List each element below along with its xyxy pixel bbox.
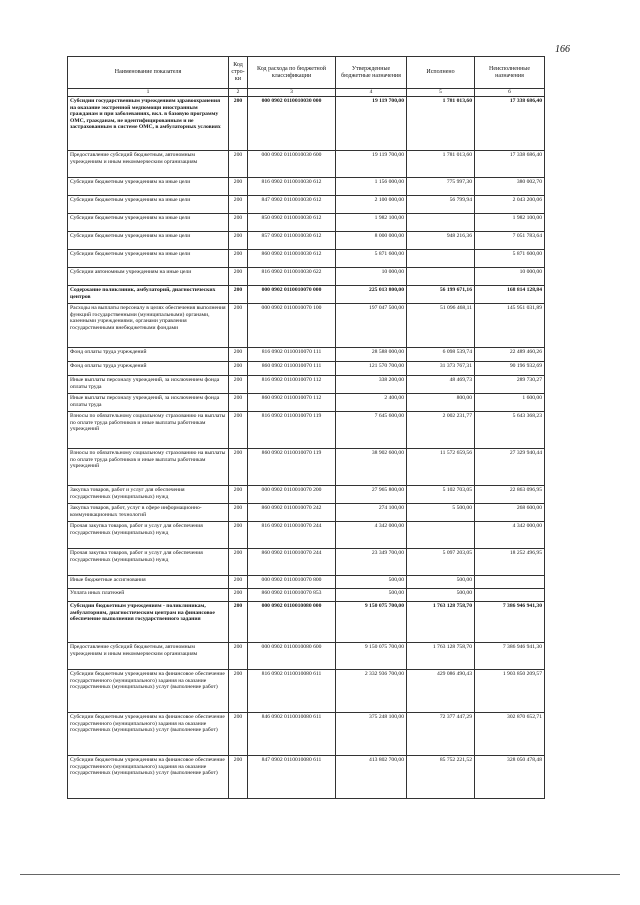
table-row [68, 756, 545, 799]
row-line-code-cell: 200 [229, 97, 248, 151]
row-expense-code-cell: 000 0902 0110010080 600 [248, 643, 336, 670]
row-executed-cell: 48 469,73 [407, 376, 475, 394]
row-executed-cell: 56 799,94 [407, 196, 475, 214]
header-unexecuted: Неисполненные назначения [475, 57, 545, 89]
row-executed-cell: 500,00 [407, 589, 475, 602]
row-unexecuted-cell: 5 643 368,23 [475, 412, 545, 449]
row-approved-cell: 9 150 075 700,00 [336, 602, 407, 643]
column-number: 2 [229, 89, 248, 97]
table-row [68, 504, 545, 522]
row-approved-cell: 338 200,00 [336, 376, 407, 394]
row-unexecuted-cell: 168 814 128,84 [475, 286, 545, 304]
table-row [68, 214, 545, 232]
row-line-code-cell: 200 [229, 589, 248, 602]
row-line-code-cell: 200 [229, 348, 248, 362]
row-line-code-cell: 200 [229, 504, 248, 522]
row-approved-cell: 197 047 500,00 [336, 304, 407, 348]
row-approved-cell: 38 902 600,00 [336, 449, 407, 486]
row-expense-code-cell: 860 0902 0110010030 612 [248, 250, 336, 268]
row-name-cell: Предоставление субсидий бюджетным, автономным учреждениям и иным некоммерческим организациям [68, 643, 229, 670]
column-number: 1 [68, 89, 229, 97]
row-line-code-cell: 200 [229, 178, 248, 196]
row-line-code-cell: 200 [229, 394, 248, 412]
row-approved-cell: 8 000 000,00 [336, 232, 407, 250]
row-expense-code-cell: 850 0902 0110010030 612 [248, 214, 336, 232]
table-row [68, 394, 545, 412]
row-expense-code-cell: 860 0902 0110010070 111 [248, 362, 336, 376]
table-row [68, 589, 545, 602]
row-line-code-cell: 200 [229, 376, 248, 394]
row-unexecuted-cell: 90 196 932,69 [475, 362, 545, 376]
row-approved-cell: 5 871 600,00 [336, 250, 407, 268]
table-header-row [68, 57, 545, 89]
table-row [68, 362, 545, 376]
row-name-cell: Уплата иных платежей [68, 589, 229, 602]
row-unexecuted-cell: 268 600,00 [475, 504, 545, 522]
row-name-cell: Взносы по обязательному социальному страхованию на выплаты по оплате труда работников и иные выплаты работникам учреждений [68, 412, 229, 449]
row-executed-cell [407, 250, 475, 268]
table-row [68, 376, 545, 394]
column-number: 3 [248, 89, 336, 97]
table-row [68, 97, 545, 151]
row-name-cell: Предоставление субсидий бюджетным, автономным учреждениям и иным некоммерческим организациям [68, 151, 229, 178]
row-executed-cell [407, 268, 475, 286]
row-name-cell: Субсидии государственным учреждениям здравоохранения на оказание экстренной медпомощи иностранным гражданам и при заболеваниях, вкл. в базовую программу ОМС, гражданам, не идентифицированным и не застрахованным в системе ОМС, в амбулаторных условиях [68, 97, 229, 151]
row-expense-code-cell: 816 0902 0110010070 119 [248, 412, 336, 449]
row-name-cell: Субсидии бюджетным учреждениям - поликлиникам, амбулаториям, диагностическим центрам на финансовое обеспечение выполнения государственного задания [68, 602, 229, 643]
row-expense-code-cell: 860 0902 0110010070 853 [248, 589, 336, 602]
row-executed-cell: 72 377 447,29 [407, 713, 475, 756]
row-name-cell: Иные бюджетные ассигнования [68, 576, 229, 589]
row-name-cell: Прочая закупка товаров, работ и услуг для обеспечения государственных (муниципальных) нужд [68, 522, 229, 549]
row-expense-code-cell: 000 0902 0110010070 200 [248, 486, 336, 504]
row-executed-cell: 500,00 [407, 576, 475, 589]
row-executed-cell: 5 500,00 [407, 504, 475, 522]
row-unexecuted-cell: 302 870 652,71 [475, 713, 545, 756]
table-row [68, 449, 545, 486]
row-approved-cell: 413 802 700,00 [336, 756, 407, 799]
table-row [68, 348, 545, 362]
row-unexecuted-cell: 27 329 940,44 [475, 449, 545, 486]
row-unexecuted-cell: 4 342 000,00 [475, 522, 545, 549]
table-row [68, 670, 545, 713]
row-approved-cell: 500,00 [336, 589, 407, 602]
row-executed-cell: 429 086 490,43 [407, 670, 475, 713]
row-approved-cell: 19 119 700,00 [336, 151, 407, 178]
table-row [68, 232, 545, 250]
row-line-code-cell: 200 [229, 250, 248, 268]
row-expense-code-cell: 847 0902 0110010030 612 [248, 196, 336, 214]
row-approved-cell: 375 248 100,00 [336, 713, 407, 756]
row-unexecuted-cell: 7 051 783,64 [475, 232, 545, 250]
row-unexecuted-cell: 17 338 686,40 [475, 97, 545, 151]
row-expense-code-cell: 000 0902 0110010030 000 [248, 97, 336, 151]
row-line-code-cell: 200 [229, 486, 248, 504]
row-executed-cell: 56 199 671,16 [407, 286, 475, 304]
row-executed-cell: 5 097 203,05 [407, 549, 475, 576]
row-unexecuted-cell: 2 043 200,06 [475, 196, 545, 214]
table-body [68, 97, 545, 799]
row-expense-code-cell: 860 0902 0110010070 244 [248, 549, 336, 576]
row-name-cell: Субсидии бюджетным учреждениям на иные цели [68, 196, 229, 214]
row-executed-cell: 51 096 468,11 [407, 304, 475, 348]
row-executed-cell: 11 572 659,56 [407, 449, 475, 486]
row-expense-code-cell: 816 0902 0110010070 112 [248, 376, 336, 394]
row-name-cell: Субсидии бюджетным учреждениям на иные цели [68, 250, 229, 268]
row-approved-cell: 23 349 700,00 [336, 549, 407, 576]
row-executed-cell [407, 214, 475, 232]
row-approved-cell: 274 100,00 [336, 504, 407, 522]
row-line-code-cell: 200 [229, 286, 248, 304]
row-approved-cell: 2 100 000,00 [336, 196, 407, 214]
row-expense-code-cell: 816 0902 0110010030 612 [248, 178, 336, 196]
row-name-cell: Взносы по обязательному социальному страхованию на выплаты по оплате труда работников и иные выплаты работникам учреждений [68, 449, 229, 486]
row-line-code-cell: 200 [229, 362, 248, 376]
column-number: 5 [407, 89, 475, 97]
row-executed-cell: 6 098 539,74 [407, 348, 475, 362]
row-name-cell: Субсидии бюджетным учреждениям на иные цели [68, 178, 229, 196]
row-name-cell: Расходы на выплаты персоналу в целях обеспечения выполнения функций государственными (муниципальными) органами, казенными учреждениями, органами управления государственными внебюджетными фондами [68, 304, 229, 348]
row-line-code-cell: 200 [229, 214, 248, 232]
row-line-code-cell: 200 [229, 304, 248, 348]
row-expense-code-cell: 000 0902 0110010080 000 [248, 602, 336, 643]
row-expense-code-cell: 000 0902 0110010070 800 [248, 576, 336, 589]
row-executed-cell: 2 002 231,77 [407, 412, 475, 449]
table-row [68, 196, 545, 214]
row-name-cell: Субсидии бюджетным учреждениям на финансовое обеспечение государственного (муниципального) задания на оказание государственных (муниципальных) услуг (выполнение работ) [68, 756, 229, 799]
row-approved-cell: 10 000,00 [336, 268, 407, 286]
row-expense-code-cell: 847 0902 0110010080 611 [248, 756, 336, 799]
row-name-cell: Иные выплаты персоналу учреждений, за исключением фонда оплаты труда [68, 394, 229, 412]
row-name-cell: Закупка товаров, работ, услуг в сфере информационно-коммуникационных технологий [68, 504, 229, 522]
row-expense-code-cell: 816 0902 0110010030 622 [248, 268, 336, 286]
row-approved-cell: 7 645 600,00 [336, 412, 407, 449]
header-executed: Исполнено [407, 57, 475, 89]
row-line-code-cell: 200 [229, 576, 248, 589]
row-executed-cell [407, 522, 475, 549]
row-unexecuted-cell: 1 903 850 209,57 [475, 670, 545, 713]
row-executed-cell: 1 763 128 758,70 [407, 643, 475, 670]
row-unexecuted-cell: 1 600,00 [475, 394, 545, 412]
table-row [68, 304, 545, 348]
table-row [68, 602, 545, 643]
row-unexecuted-cell: 289 730,27 [475, 376, 545, 394]
row-name-cell: Фонд оплаты труда учреждений [68, 362, 229, 376]
row-name-cell: Субсидии бюджетным учреждениям на иные цели [68, 214, 229, 232]
page-bottom-rule [20, 874, 620, 875]
row-unexecuted-cell: 1 982 100,00 [475, 214, 545, 232]
row-approved-cell: 19 119 700,00 [336, 97, 407, 151]
header-approved: Утвержденные бюджетные назначения [336, 57, 407, 89]
row-line-code-cell: 200 [229, 549, 248, 576]
row-approved-cell: 9 150 075 700,00 [336, 643, 407, 670]
row-unexecuted-cell: 145 951 031,89 [475, 304, 545, 348]
table-row [68, 522, 545, 549]
row-name-cell: Иные выплаты персоналу учреждений, за исключением фонда оплаты труда [68, 376, 229, 394]
row-unexecuted-cell [475, 576, 545, 589]
table-row [68, 549, 545, 576]
row-unexecuted-cell: 5 871 600,00 [475, 250, 545, 268]
row-approved-cell: 1 982 100,00 [336, 214, 407, 232]
row-line-code-cell: 200 [229, 643, 248, 670]
row-name-cell: Субсидии бюджетным учреждениям на финансовое обеспечение государственного (муниципального) задания на оказание государственных (муниципальных) услуг (выполнение работ) [68, 713, 229, 756]
row-line-code-cell: 200 [229, 756, 248, 799]
table-row [68, 151, 545, 178]
row-executed-cell: 85 752 221,52 [407, 756, 475, 799]
row-line-code-cell: 200 [229, 196, 248, 214]
row-unexecuted-cell: 22 863 096,95 [475, 486, 545, 504]
row-unexecuted-cell: 18 252 496,95 [475, 549, 545, 576]
row-executed-cell: 31 373 767,31 [407, 362, 475, 376]
row-expense-code-cell: 857 0902 0110010030 612 [248, 232, 336, 250]
row-approved-cell: 4 342 000,00 [336, 522, 407, 549]
table-row [68, 412, 545, 449]
table-row [68, 268, 545, 286]
row-expense-code-cell: 860 0902 0110010070 112 [248, 394, 336, 412]
row-expense-code-cell: 816 0902 0110010070 111 [248, 348, 336, 362]
table-row [68, 286, 545, 304]
row-expense-code-cell: 860 0902 0110010070 242 [248, 504, 336, 522]
row-expense-code-cell: 860 0902 0110010070 119 [248, 449, 336, 486]
row-executed-cell: 1 781 013,60 [407, 97, 475, 151]
row-name-cell: Субсидии автономным учреждениям на иные цели [68, 268, 229, 286]
row-expense-code-cell: 816 0902 0110010070 244 [248, 522, 336, 549]
row-line-code-cell: 200 [229, 232, 248, 250]
row-expense-code-cell: 000 0902 0110010030 600 [248, 151, 336, 178]
row-approved-cell: 2 332 936 700,00 [336, 670, 407, 713]
row-expense-code-cell: 000 0902 0110010070 100 [248, 304, 336, 348]
row-line-code-cell: 200 [229, 151, 248, 178]
row-line-code-cell: 200 [229, 268, 248, 286]
row-approved-cell: 28 588 000,00 [336, 348, 407, 362]
table-row [68, 576, 545, 589]
row-unexecuted-cell: 7 386 946 941,30 [475, 643, 545, 670]
row-approved-cell: 2 400,00 [336, 394, 407, 412]
row-line-code-cell: 200 [229, 522, 248, 549]
row-name-cell: Фонд оплаты труда учреждений [68, 348, 229, 362]
column-number: 4 [336, 89, 407, 97]
table-row [68, 713, 545, 756]
row-unexecuted-cell: 7 386 946 941,30 [475, 602, 545, 643]
table-row [68, 178, 545, 196]
column-number-row [68, 89, 545, 97]
row-name-cell: Закупка товаров, работ и услуг для обеспечения государственных (муниципальных) нужд [68, 486, 229, 504]
row-line-code-cell: 200 [229, 412, 248, 449]
row-name-cell: Содержание поликлиник, амбулаторий, диагностических центров [68, 286, 229, 304]
row-unexecuted-cell: 22 489 460,26 [475, 348, 545, 362]
row-approved-cell: 500,00 [336, 576, 407, 589]
row-unexecuted-cell: 10 000,00 [475, 268, 545, 286]
row-approved-cell: 225 013 800,00 [336, 286, 407, 304]
row-executed-cell: 948 216,36 [407, 232, 475, 250]
row-line-code-cell: 200 [229, 713, 248, 756]
row-executed-cell: 1 781 013,60 [407, 151, 475, 178]
row-executed-cell: 800,00 [407, 394, 475, 412]
page-number: 166 [555, 44, 570, 55]
header-name: Наименование показателя [68, 57, 229, 89]
row-approved-cell: 121 570 700,00 [336, 362, 407, 376]
row-unexecuted-cell [475, 589, 545, 602]
row-unexecuted-cell: 380 002,70 [475, 178, 545, 196]
row-executed-cell: 1 763 128 758,70 [407, 602, 475, 643]
row-approved-cell: 1 156 000,00 [336, 178, 407, 196]
row-line-code-cell: 200 [229, 670, 248, 713]
row-expense-code-cell: 816 0902 0110010080 611 [248, 670, 336, 713]
row-name-cell: Субсидии бюджетным учреждениям на финансовое обеспечение государственного (муниципального) задания на оказание государственных (муниципальных) услуг (выполнение работ) [68, 670, 229, 713]
budget-execution-table [67, 56, 545, 799]
row-executed-cell: 775 997,30 [407, 178, 475, 196]
row-unexecuted-cell: 328 050 478,48 [475, 756, 545, 799]
row-expense-code-cell: 000 0902 0110010070 000 [248, 286, 336, 304]
row-name-cell: Прочая закупка товаров, работ и услуг для обеспечения государственных (муниципальных) нужд [68, 549, 229, 576]
table-row [68, 486, 545, 504]
header-line-code: Код стро- ки [229, 57, 248, 89]
table-row [68, 250, 545, 268]
table-row [68, 643, 545, 670]
row-approved-cell: 27 965 800,00 [336, 486, 407, 504]
row-line-code-cell: 200 [229, 602, 248, 643]
column-number: 6 [475, 89, 545, 97]
row-executed-cell: 5 102 703,05 [407, 486, 475, 504]
header-expense-code: Код расхода по бюджетной классификации [248, 57, 336, 89]
row-line-code-cell: 200 [229, 449, 248, 486]
row-name-cell: Субсидии бюджетным учреждениям на иные цели [68, 232, 229, 250]
row-expense-code-cell: 846 0902 0110010080 611 [248, 713, 336, 756]
row-unexecuted-cell: 17 338 686,40 [475, 151, 545, 178]
